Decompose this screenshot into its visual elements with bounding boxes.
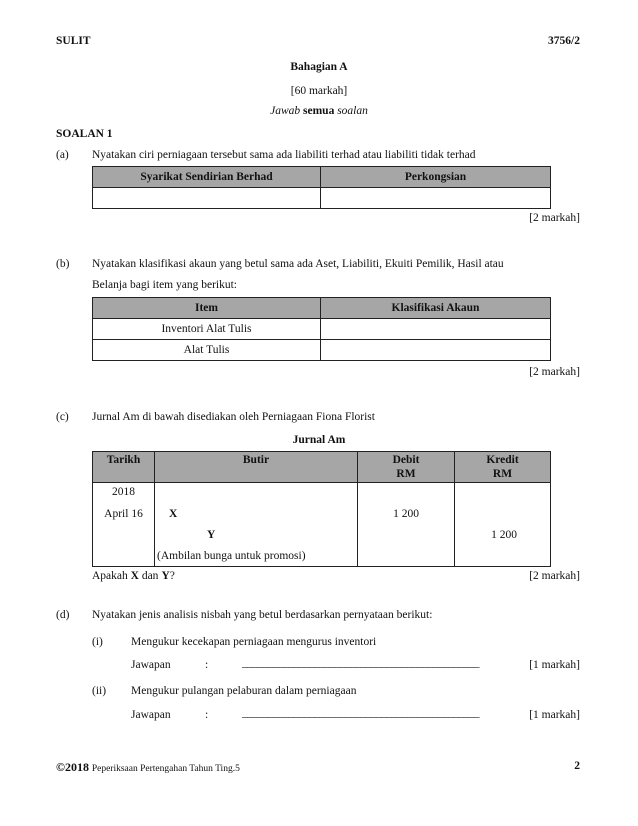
part-b-table [92,297,551,361]
part-d-ii-text: Mengukur pulangan pelaburan dalam perniagaan [131,685,357,697]
header-right: 3756/2 [548,35,580,47]
part-c-label: (c) [56,411,69,423]
part-a-header-2: Perkongsian [321,167,551,188]
part-b-header-1: Item [93,298,321,319]
journal-x: X [169,508,178,520]
part-d-ii-colon: : [205,709,209,721]
journal-credit-cell [455,483,551,567]
journal-y: Y [207,529,216,541]
part-a-label: (a) [56,149,69,161]
part-d-ii-label: (ii) [92,685,107,697]
instruction-part1: Jawab [270,105,301,117]
journal-header-desc: Butir [155,452,358,483]
footer-copyright: ©2018 [56,760,89,774]
journal-date-cell [93,483,155,567]
part-b-row-1-answer[interactable] [321,319,551,340]
part-b-text-1: Nyatakan klasifikasi akaun yang betul sama ada Aset, Liabiliti, Ekuiti Pemilik, Hasil atau [92,258,504,270]
part-b-row-2-item: Alat Tulis [93,340,321,361]
part-c-question-end: ? [169,570,175,582]
part-b-row-1-item: Inventori Alat Tulis [93,319,321,340]
instruction-part2: semua [303,105,335,117]
part-d-ii-answer-label: Jawapan [131,709,171,721]
part-b-text-2: Belanja bagi item yang berikut: [92,279,237,291]
journal-credit-value: 1 200 [491,529,517,541]
journal-header-date: Tarikh [93,452,155,483]
part-b-row-2-answer[interactable] [321,340,551,361]
section-marks: [60 markah] [290,85,348,97]
footer-page-number: 2 [574,760,580,772]
journal-header-debit-label: Debit [392,454,420,466]
journal-debit-value: 1 200 [393,508,419,520]
part-a-marks: [2 markah] [529,212,580,224]
section-title: Bahagian A [290,61,348,73]
part-a-answer-2[interactable] [321,188,551,209]
journal-date: April 16 [104,508,143,520]
part-a-header-1: Syarikat Sendirian Berhad [93,167,321,188]
part-d-label: (d) [56,609,70,621]
part-c-question [92,570,175,582]
footer-exam: Peperiksaan Pertengahan Tahun Ting.5 [91,764,240,774]
journal-header-credit-unit: RM [492,468,513,480]
part-c-question-pre: Apakah [92,570,128,582]
part-d-i-answer-label: Jawapan [131,659,171,671]
part-d-i-marks: [1 markah] [529,659,580,671]
part-a-answer-1[interactable] [93,188,321,209]
journal-header-debit-unit: RM [396,468,416,480]
header-left: SULIT [56,35,91,47]
journal-title: Jurnal Am [292,434,346,446]
part-b-label: (b) [56,258,70,270]
journal-header-credit-label: Kredit [486,454,519,466]
part-d-i-text: Mengukur kecekapan perniagaan mengurus inventori [131,636,377,648]
part-d-i-label: (i) [92,636,103,648]
part-b-header-2: Klasifikasi Akaun [321,298,551,319]
part-b-marks: [2 markah] [529,366,580,378]
part-c-text: Jurnal Am di bawah disediakan oleh Perniagaan Fiona Florist [92,411,375,423]
journal-narration: (Ambilan bunga untuk promosi) [157,550,306,562]
journal-desc-cell [155,483,358,567]
journal-year: 2018 [112,486,135,498]
journal-table [92,451,551,567]
part-c-question-y: Y [161,570,170,582]
part-c-question-x: X [130,570,139,582]
part-d-text: Nyatakan jenis analisis nisbah yang betul berdasarkan pernyataan berikut: [92,609,433,621]
journal-header-debit [358,452,455,483]
question-title: SOALAN 1 [56,128,113,140]
journal-header-credit [455,452,551,483]
part-d-i-answer-line[interactable]: ______________________________________________ [242,657,479,669]
part-d-i-colon: : [205,659,209,671]
section-instruction [0,105,638,117]
part-d-ii-marks: [1 markah] [529,709,580,721]
part-a-text: Nyatakan ciri perniagaan tersebut sama ada liabiliti terhad atau liabiliti tidak terhad [92,149,476,161]
part-c-question-mid: dan [141,570,159,582]
part-d-ii-answer-line[interactable]: ______________________________________________ [242,707,479,719]
footer-left [56,760,240,775]
instruction-part3: soalan [337,105,368,117]
part-a-table [92,166,551,209]
part-c-marks: [2 markah] [529,570,580,582]
journal-debit-cell [358,483,455,567]
